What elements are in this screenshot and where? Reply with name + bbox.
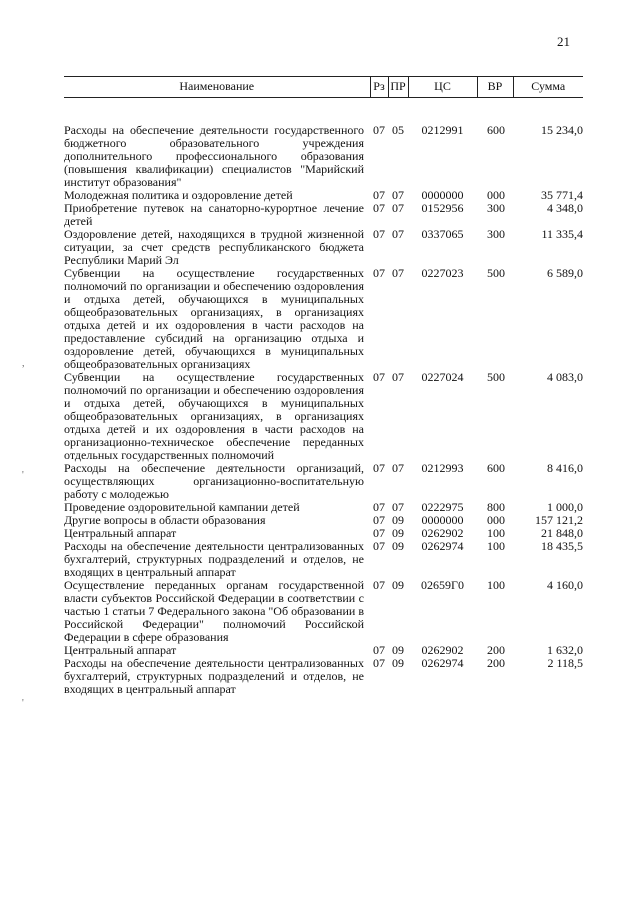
- row-pr: 09: [392, 539, 404, 553]
- row-vr: 200: [487, 656, 505, 670]
- row-vr: 100: [487, 578, 505, 592]
- row-vr: 300: [487, 201, 505, 215]
- row-name: Центральный аппарат: [64, 643, 177, 657]
- row-sum: 35 771,4: [541, 188, 583, 202]
- row-rz: 07: [373, 461, 385, 475]
- row-sum: 15 234,0: [541, 123, 583, 137]
- row-rz: 07: [373, 643, 385, 657]
- row-rz: 07: [373, 513, 385, 527]
- row-name: Проведение оздоровительной кампании детей: [64, 500, 300, 514]
- row-name: Другие вопросы в области образования: [64, 513, 266, 527]
- row-sum: 4 160,0: [547, 578, 583, 592]
- row-cs: 0000000: [421, 188, 464, 202]
- row-rz: 07: [373, 656, 385, 670]
- row-sum: 1 632,0: [547, 643, 583, 657]
- row-rz: 07: [373, 370, 385, 384]
- table-row: [64, 202, 583, 228]
- row-rz: 07: [373, 526, 385, 540]
- row-name: Молодежная политика и оздоровление детей: [64, 188, 293, 202]
- row-rz: 07: [373, 188, 385, 202]
- row-cs: 0262974: [421, 656, 464, 670]
- row-vr: 000: [487, 188, 505, 202]
- row-rz: 07: [373, 227, 385, 241]
- row-name: Расходы на обеспечение деятельности организаций, осуществляющих организационно-воспитательную работу с молодежью: [64, 461, 364, 501]
- row-vr: 100: [487, 526, 505, 540]
- column-header-vr: ВР: [477, 77, 513, 98]
- table-row: [64, 267, 583, 371]
- row-cs: 0000000: [421, 513, 464, 527]
- row-pr: 09: [392, 526, 404, 540]
- row-sum: 2 118,5: [547, 656, 583, 670]
- row-pr: 07: [392, 227, 404, 241]
- column-header-pr: ПР: [388, 77, 408, 98]
- row-cs: 0337065: [421, 227, 464, 241]
- row-name: Осуществление переданных органам государственной власти субъектов Российской Федерации в соответствии с частью 1 статьи 7 Федерального закона "Об образовании в Российской Федерации" полномочий Российской Федерации в сфере образования: [64, 578, 364, 644]
- row-vr: 500: [487, 266, 505, 280]
- row-sum: 18 435,5: [541, 539, 583, 553]
- row-vr: 600: [487, 461, 505, 475]
- table-row: [64, 462, 583, 501]
- row-sum: 4 083,0: [547, 370, 583, 384]
- row-pr: 07: [392, 266, 404, 280]
- column-header-name: Наименование: [64, 77, 370, 98]
- row-cs: 0152956: [421, 201, 464, 215]
- row-sum: 8 416,0: [547, 461, 583, 475]
- table-row: [64, 657, 583, 696]
- margin-tick: ,: [22, 358, 25, 369]
- row-name: Расходы на обеспечение деятельности государственного бюджетного образовательного учреждения дополнительного профессионального образования (повышения квалификации) специалистов "Марийский институт образования": [64, 123, 364, 189]
- row-cs: 0262974: [421, 539, 464, 553]
- row-cs: 0212991: [421, 123, 464, 137]
- row-rz: 07: [373, 578, 385, 592]
- margin-tick: ': [22, 470, 24, 481]
- row-pr: 07: [392, 500, 404, 514]
- row-name: Оздоровление детей, находящихся в трудной жизненной ситуации, за счет средств республиканского бюджета Республики Марий Эл: [64, 227, 364, 267]
- table-row: [64, 371, 583, 462]
- row-pr: 07: [392, 201, 404, 215]
- row-rz: 07: [373, 500, 385, 514]
- budget-table: [64, 76, 583, 696]
- row-sum: 6 589,0: [547, 266, 583, 280]
- table-row: [64, 540, 583, 579]
- table-row: [64, 98, 583, 190]
- row-cs: 0262902: [421, 643, 464, 657]
- column-header-rz: Рз: [370, 77, 388, 98]
- row-rz: 07: [373, 266, 385, 280]
- row-sum: 11 335,4: [541, 227, 583, 241]
- row-pr: 09: [392, 513, 404, 527]
- table-row: [64, 228, 583, 267]
- column-header-sum: Сумма: [513, 77, 583, 98]
- margin-tick: ': [22, 698, 24, 709]
- row-vr: 500: [487, 370, 505, 384]
- row-pr: 09: [392, 656, 404, 670]
- row-rz: 07: [373, 123, 385, 137]
- row-sum: 157 121,2: [535, 513, 583, 527]
- row-vr: 300: [487, 227, 505, 241]
- row-cs: 0227024: [421, 370, 464, 384]
- row-cs: 02659Г0: [421, 578, 464, 592]
- row-sum: 4 348,0: [547, 201, 583, 215]
- row-pr: 07: [392, 188, 404, 202]
- column-header-cs: ЦС: [408, 77, 477, 98]
- row-name: Центральный аппарат: [64, 526, 177, 540]
- row-name: Субвенции на осуществление государственных полномочий по организации и обеспечению оздоровления и отдыха детей, обучающихся в муниципальных общеобразовательных организациях, в организациях отдыха детей и их оздоровления в части расходов на предоставление субсидий на организацию отдыха и оздоровление детей, обучающихся в муниципальных общеобразовательных организациях: [64, 266, 364, 371]
- row-sum: 1 000,0: [547, 500, 583, 514]
- row-name: Расходы на обеспечение деятельности централизованных бухгалтерий, структурных подразделений и отделов, не входящих в центральный аппарат: [64, 656, 364, 696]
- row-pr: 07: [392, 461, 404, 475]
- row-cs: 0222975: [421, 500, 464, 514]
- page-number: 21: [557, 34, 570, 49]
- row-name: Субвенции на осуществление государственных полномочий по организации и обеспечению оздоровления и отдыха детей, обучающихся в муниципальных общеобразовательных организациях, в организациях отдыха детей и их оздоровления в части расходов на организационно-техническое обеспечение переданных отдельных государственных полномочий: [64, 370, 364, 462]
- row-vr: 000: [487, 513, 505, 527]
- table-row: [64, 579, 583, 644]
- row-rz: 07: [373, 539, 385, 553]
- table-header-row: [64, 77, 583, 98]
- row-sum: 21 848,0: [541, 526, 583, 540]
- row-pr: 09: [392, 643, 404, 657]
- row-vr: 200: [487, 643, 505, 657]
- row-rz: 07: [373, 201, 385, 215]
- row-pr: 07: [392, 370, 404, 384]
- row-name: Приобретение путевок на санаторно-курортное лечение детей: [64, 201, 364, 228]
- row-vr: 800: [487, 500, 505, 514]
- row-cs: 0212993: [421, 461, 464, 475]
- row-name: Расходы на обеспечение деятельности централизованных бухгалтерий, структурных подразделений и отделов, не входящих в центральный аппарат: [64, 539, 364, 579]
- row-vr: 600: [487, 123, 505, 137]
- row-cs: 0227023: [421, 266, 464, 280]
- row-pr: 05: [392, 123, 404, 137]
- row-cs: 0262902: [421, 526, 464, 540]
- row-pr: 09: [392, 578, 404, 592]
- row-vr: 100: [487, 539, 505, 553]
